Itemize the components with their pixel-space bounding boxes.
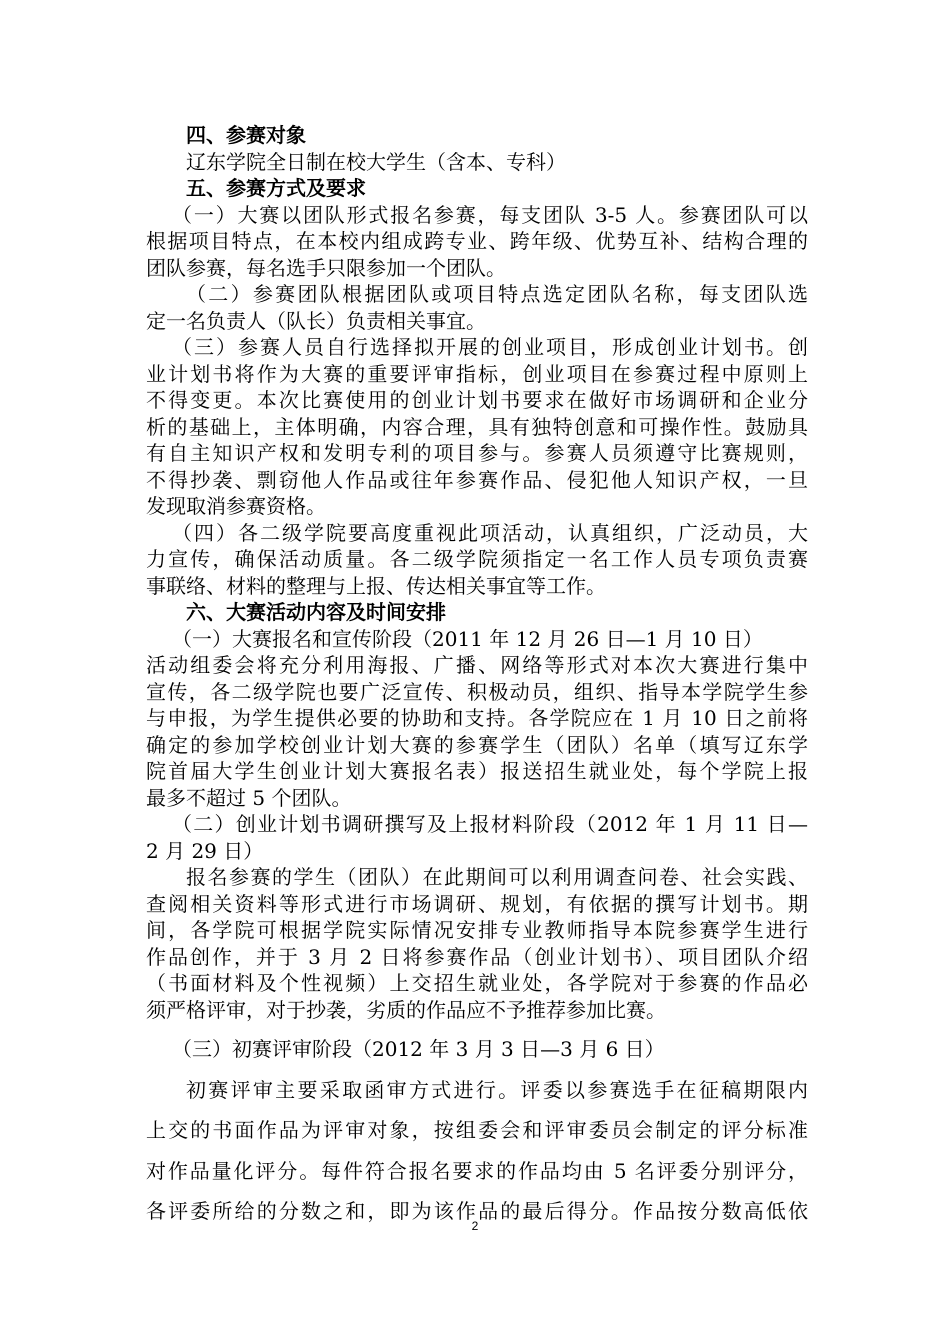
paragraph-line: 间，各学院可根据学院实际情况安排专业教师指导本院参赛学生进行	[146, 918, 808, 942]
paragraph-line: （书面材料及个性视频）上交招生就业处，各学院对于参赛的作品必	[146, 971, 808, 995]
paragraph-line: （三）参赛人员自行选择拟开展的创业项目，形成创业计划书。创	[172, 335, 808, 359]
paragraph-line: 与申报，为学生提供必要的协助和支持。各学院应在 1 月 10 日之前将	[146, 706, 808, 730]
paragraph-line: （一）大赛报名和宣传阶段（2011 年 12 月 26 日—1 月 10 日）	[172, 626, 763, 651]
section-heading-6: 六、大赛活动内容及时间安排	[186, 600, 446, 624]
paragraph-line: 业计划书将作为大赛的重要评审指标，创业项目在参赛过程中原则上	[146, 361, 808, 386]
paragraph-line: 上交的书面作品为评审对象，按组委会和评审委员会制定的评分标准	[146, 1118, 808, 1142]
paragraph-line: 析的基础上，主体明确，内容合理，具有独特创意和可操作性。鼓励具	[146, 414, 808, 439]
paragraph-line: 有自主知识产权和发明专利的项目参与。参赛人员须遵守比赛规则，	[146, 441, 808, 465]
paragraph-line: 不得变更。本次比赛使用的创业计划书要求在做好市场调研和企业分	[146, 388, 808, 412]
document-body	[146, 122, 808, 1232]
paragraph-line: （一）大赛以团队形式报名参赛，每支团队 3-5 人。参赛团队可以	[172, 202, 808, 227]
paragraph-line: 事联络、材料的整理与上报、传达相关事宜等工作。	[146, 573, 606, 598]
paragraph-line: 发现取消参赛资格。	[146, 494, 326, 518]
paragraph-line: 辽东学院全日制在校大学生（含本、专科）	[186, 149, 566, 174]
paragraph-line: 须严格评审，对于抄袭，劣质的作品应不予推荐参加比赛。	[146, 997, 666, 1022]
paragraph-line: 作品创作，并于 3 月 2 日将参赛作品（创业计划书）、项目团队介绍	[146, 944, 808, 969]
paragraph-line: 对作品量化评分。每件符合报名要求的作品均由 5 名评委分别评分，	[146, 1158, 808, 1183]
paragraph-line: 各评委所给的分数之和，即为该作品的最后得分。作品按分数高低依	[146, 1199, 808, 1223]
section-heading-5: 五、参赛方式及要求	[186, 176, 366, 200]
paragraph-line: 根据项目特点，在本校内组成跨专业、跨年级、优势互补、结构合理的	[146, 229, 808, 253]
paragraph-line: 确定的参加学校创业计划大赛的参赛学生（团队）名单（填写辽东学	[146, 732, 808, 757]
paragraph-line: 报名参赛的学生（团队）在此期间可以利用调查问卷、社会实践、	[186, 865, 808, 889]
paragraph-line: 查阅相关资料等形式进行市场调研、规划，有依据的撰写计划书。期	[146, 891, 808, 916]
paragraph-line: 2 月 29 日）	[146, 838, 264, 863]
paragraph-line: 初赛评审主要采取函审方式进行。评委以参赛选手在征稿期限内	[186, 1077, 808, 1102]
paragraph-line: 院首届大学生创业计划大赛报名表）报送招生就业处，每个学院上报	[146, 759, 808, 783]
paragraph-line: 最多不超过 5 个团队。	[146, 785, 352, 810]
paragraph-line: 团队参赛，每名选手只限参加一个团队。	[146, 255, 506, 280]
paragraph-line: （二）创业计划书调研撰写及上报材料阶段（2012 年 1 月 11 日—	[172, 812, 808, 836]
paragraph-line: 宣传，各二级学院也要广泛宣传、积极动员，组织、指导本学院学生参	[146, 679, 808, 704]
paragraph-line: （三）初赛评审阶段（2012 年 3 月 3 日—3 月 6 日）	[172, 1037, 665, 1061]
paragraph-line: 不得抄袭、剽窃他人作品或往年参赛作品、侵犯他人知识产权，一旦	[146, 467, 808, 492]
paragraph-line: （四）各二级学院要高度重视此项活动，认真组织，广泛动员，大	[172, 520, 808, 545]
paragraph-line: 定一名负责人（队长）负责相关事宜。	[146, 308, 486, 333]
paragraph-line: （二）参赛团队根据团队或项目特点选定团队名称，每支团队选	[186, 282, 808, 306]
page-number: 2	[471, 1219, 479, 1233]
paragraph-line: 活动组委会将充分利用海报、广播、网络等形式对本次大赛进行集中	[146, 653, 808, 677]
paragraph-line: 力宣传，确保活动质量。各二级学院须指定一名工作人员专项负责赛	[146, 547, 808, 571]
section-heading-4: 四、参赛对象	[186, 123, 306, 147]
